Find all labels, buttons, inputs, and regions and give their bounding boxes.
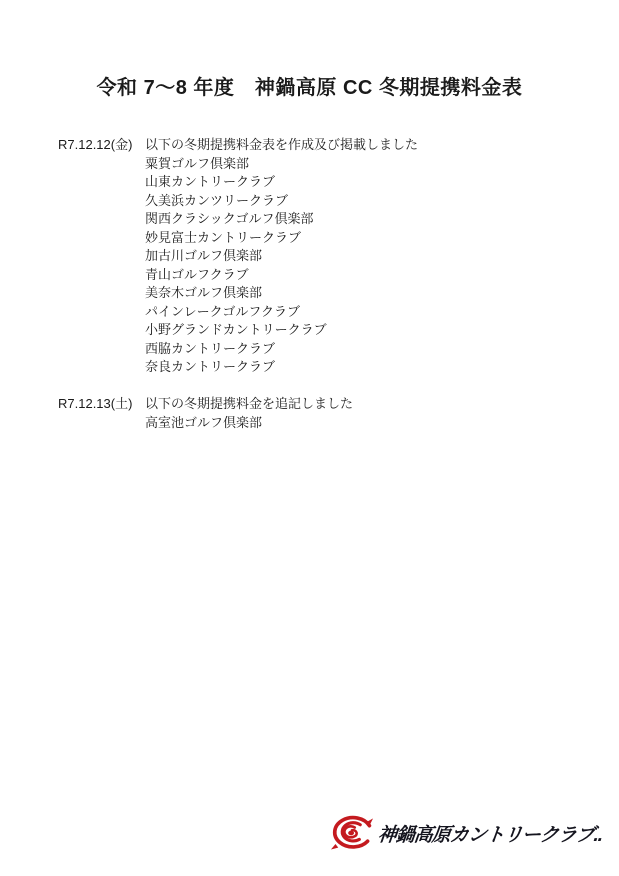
- entry-description: 以下の冬期提携料金を追記しました: [145, 396, 354, 411]
- club-list-item: 山東カントリークラブ: [145, 174, 276, 189]
- club-list-item: 小野グランドカントリークラブ: [145, 322, 327, 337]
- entry-header: [58, 136, 589, 155]
- page-title: 令和 7～8 年度 神鍋高原 CC 冬期提携料金表: [96, 77, 523, 99]
- club-list-item: 青山ゴルフクラブ: [145, 266, 249, 282]
- club-list-item: 美奈木ゴルフ倶楽部: [145, 285, 263, 300]
- club-list-item: 妙見富士カントリークラブ: [145, 229, 302, 245]
- club-list-item: パインレークゴルフクラブ: [145, 303, 301, 319]
- club-list: [145, 414, 589, 433]
- swirl-emblem-icon: [330, 813, 374, 853]
- update-entry-1: [58, 136, 589, 377]
- entry-date: R7.12.13(土): [58, 396, 133, 411]
- entry-date: R7.12.12(金): [58, 137, 133, 152]
- entry-description: 以下の冬期提携料金表を作成及び掲載しました: [145, 137, 419, 152]
- entry-header: [58, 395, 589, 414]
- logo-text: 神鍋高原カントリークラブ..: [377, 824, 604, 846]
- club-list-item: 関西クラシックゴルフ倶楽部: [145, 211, 314, 226]
- club-logo: [330, 811, 603, 855]
- update-entry-2: [58, 395, 589, 432]
- club-list-item: 加古川ゴルフ倶楽部: [145, 248, 263, 263]
- club-list-item: 西脇カントリークラブ: [145, 340, 276, 356]
- club-list-item: 高室池ゴルフ倶楽部: [145, 414, 263, 430]
- club-list-item: 久美浜カンツリークラブ: [145, 192, 289, 208]
- club-list: [145, 155, 589, 377]
- club-list-item: 奈良カントリークラブ: [145, 359, 276, 374]
- club-list-item: 粟賀ゴルフ倶楽部: [145, 155, 250, 171]
